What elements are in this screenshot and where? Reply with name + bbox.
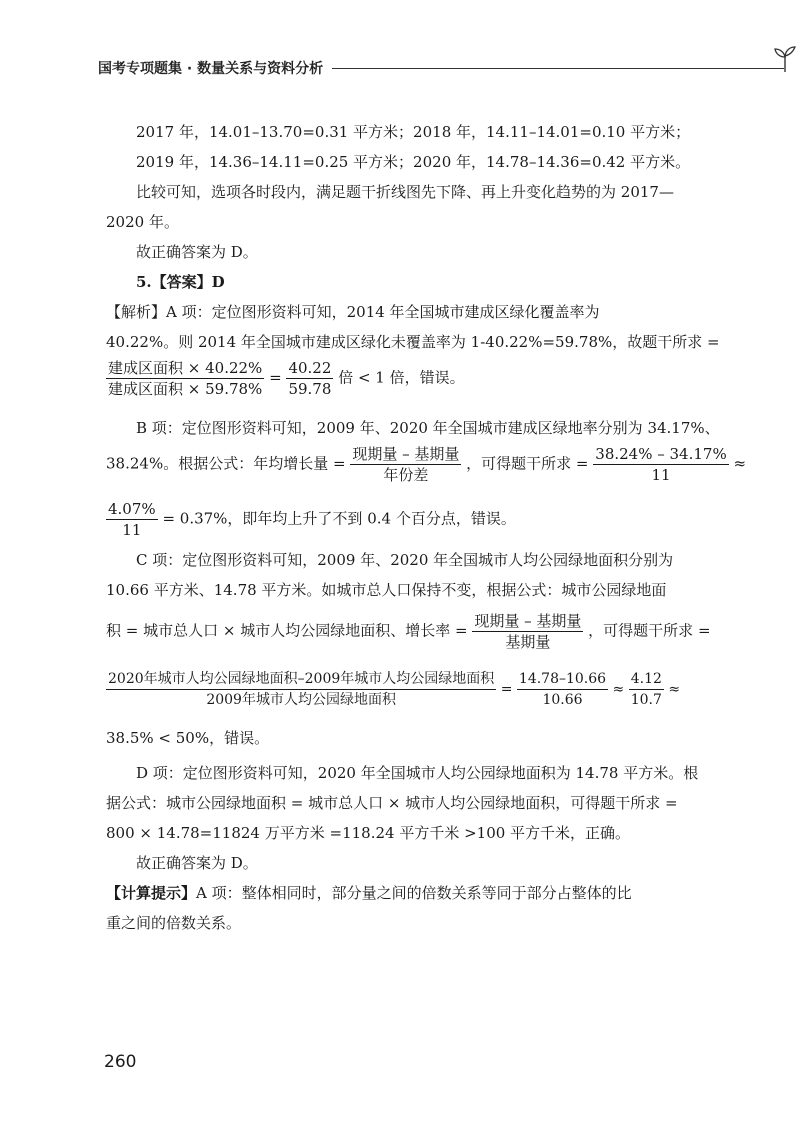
- answer-line: 故正确答案为 D。: [136, 854, 258, 872]
- fraction: $\frac{4.12}{10.7}$: [630, 671, 662, 708]
- fraction: $\frac{14.78-10.66}{10.66}$: [518, 671, 607, 708]
- header-rule: [332, 68, 784, 69]
- calc-tip-label: 【计算提示】: [106, 884, 197, 902]
- fraction: $\frac{4.07\%}{11}$: [108, 500, 156, 539]
- calc-tip-line: 重之间的倍数关系。: [106, 914, 242, 932]
- analysis-d-line: D 项：定位图形资料可知，2020 年全国城市人均公园绿地面积为 14.78 平方米。根: [136, 764, 699, 782]
- analysis-d-line: 据公式：城市公园绿地面积 = 城市总人口 × 城市人均公园绿地面积，可得题干所求 =: [106, 794, 678, 812]
- analysis-a-line: 【解析】A 项：定位图形资料可知，2014 年全国城市建成区绿化覆盖率为: [106, 303, 600, 321]
- fraction: $\frac{\text{2020年城市人均公园绿地面积–2009年城市人均公园绿地面积}}{\text{2009年城市人均公园绿地面积}}$: [108, 671, 495, 708]
- analysis-d-line: 800 × 14.78=11824 万平方米 =118.24 平方千米 >100 平方千米，正确。: [106, 824, 631, 842]
- fraction: $\frac{\text{现期量 – 基期量}}{\text{基期量}}$: [474, 612, 582, 651]
- sprout-icon: [770, 44, 800, 74]
- analysis-b-line: B 项：定位图形资料可知，2009 年、2020 年全国城市建成区绿地率分别为 34.17%、: [136, 419, 720, 437]
- formula-b: 38.24%。根据公式：年均增长量 = $\frac{\text{现期量 – 基期量}}{\text{年份差}}$ ，可得题干所求 = $\frac{38.24\% - 34.17\%}{11}$ ≈: [106, 445, 747, 484]
- analysis-c-line: 38.5% < 50%，错误。: [106, 729, 270, 747]
- text-line: 比较可知，选项各时段内，满足题干折线图先下降、再上升变化趋势的为 2017—: [136, 183, 674, 201]
- analysis-c-line: 10.66 平方米、14.78 平方米。如城市总人口保持不变，根据公式：城市公园绿地面: [106, 581, 667, 599]
- fraction: $\frac{\text{现期量 – 基期量}}{\text{年份差}}$: [352, 445, 460, 484]
- fraction: $\frac{40.22}{59.78}$: [288, 359, 332, 398]
- text-line: 2019 年，14.36–14.11=0.25 平方米；2020 年，14.78–14.36=0.42 平方米。: [136, 153, 691, 171]
- text-line: 2017 年，14.01–13.70=0.31 平方米；2018 年，14.11–14.01=0.10 平方米；: [136, 123, 691, 141]
- calc-tip: 【计算提示】A 项：整体相同时，部分量之间的倍数关系等同于部分占整体的比: [106, 884, 632, 902]
- header-title: 国考专项题集 · 数量关系与资料分析: [98, 61, 324, 77]
- fraction: $\frac{38.24\% - 34.17\%}{11}$: [595, 445, 727, 484]
- analysis-a-line: 40.22%。则 2014 年全国城市建成区绿化未覆盖率为 1-40.22%=59.78%，故题干所求 =: [106, 333, 720, 351]
- formula-b-cont: $\frac{4.07\%}{11}$ = 0.37%，即年均上升了不到 0.4 个百分点，错误。: [108, 500, 516, 539]
- analysis-c-line: C 项：定位图形资料可知，2009 年、2020 年全国城市人均公园绿地面积分别为: [136, 551, 674, 569]
- formula-a: $\frac{\text{建成区面积 × 40.22\%}}{\text{建成区面积 × 59.78\%}}$ = $\frac{40.22}{59.78}$ 倍 < 1 倍，错误。: [108, 359, 465, 398]
- running-header: [98, 52, 708, 82]
- formula-c-main: $\frac{\text{2020年城市人均公园绿地面积–2009年城市人均公园绿地面积}}{\text{2009年城市人均公园绿地面积}}$ = $\frac{14.78-10.66}{10.66}$ ≈ $\frac{4.12}{10.7}$ ≈: [108, 671, 681, 708]
- fraction: $\frac{\text{建成区面积 × 40.22\%}}{\text{建成区面积 × 59.78\%}}$: [108, 359, 263, 398]
- answer-line: 故正确答案为 D。: [136, 243, 258, 261]
- text-line: 2020 年。: [106, 213, 179, 231]
- page-number: 260: [104, 1052, 137, 1072]
- formula-c: 积 = 城市总人口 × 城市人均公园绿地面积、增长率 = $\frac{\text{现期量 – 基期量}}{\text{基期量}}$ ，可得题干所求 =: [106, 612, 711, 651]
- question-answer-heading: 5.【答案】D: [136, 273, 225, 291]
